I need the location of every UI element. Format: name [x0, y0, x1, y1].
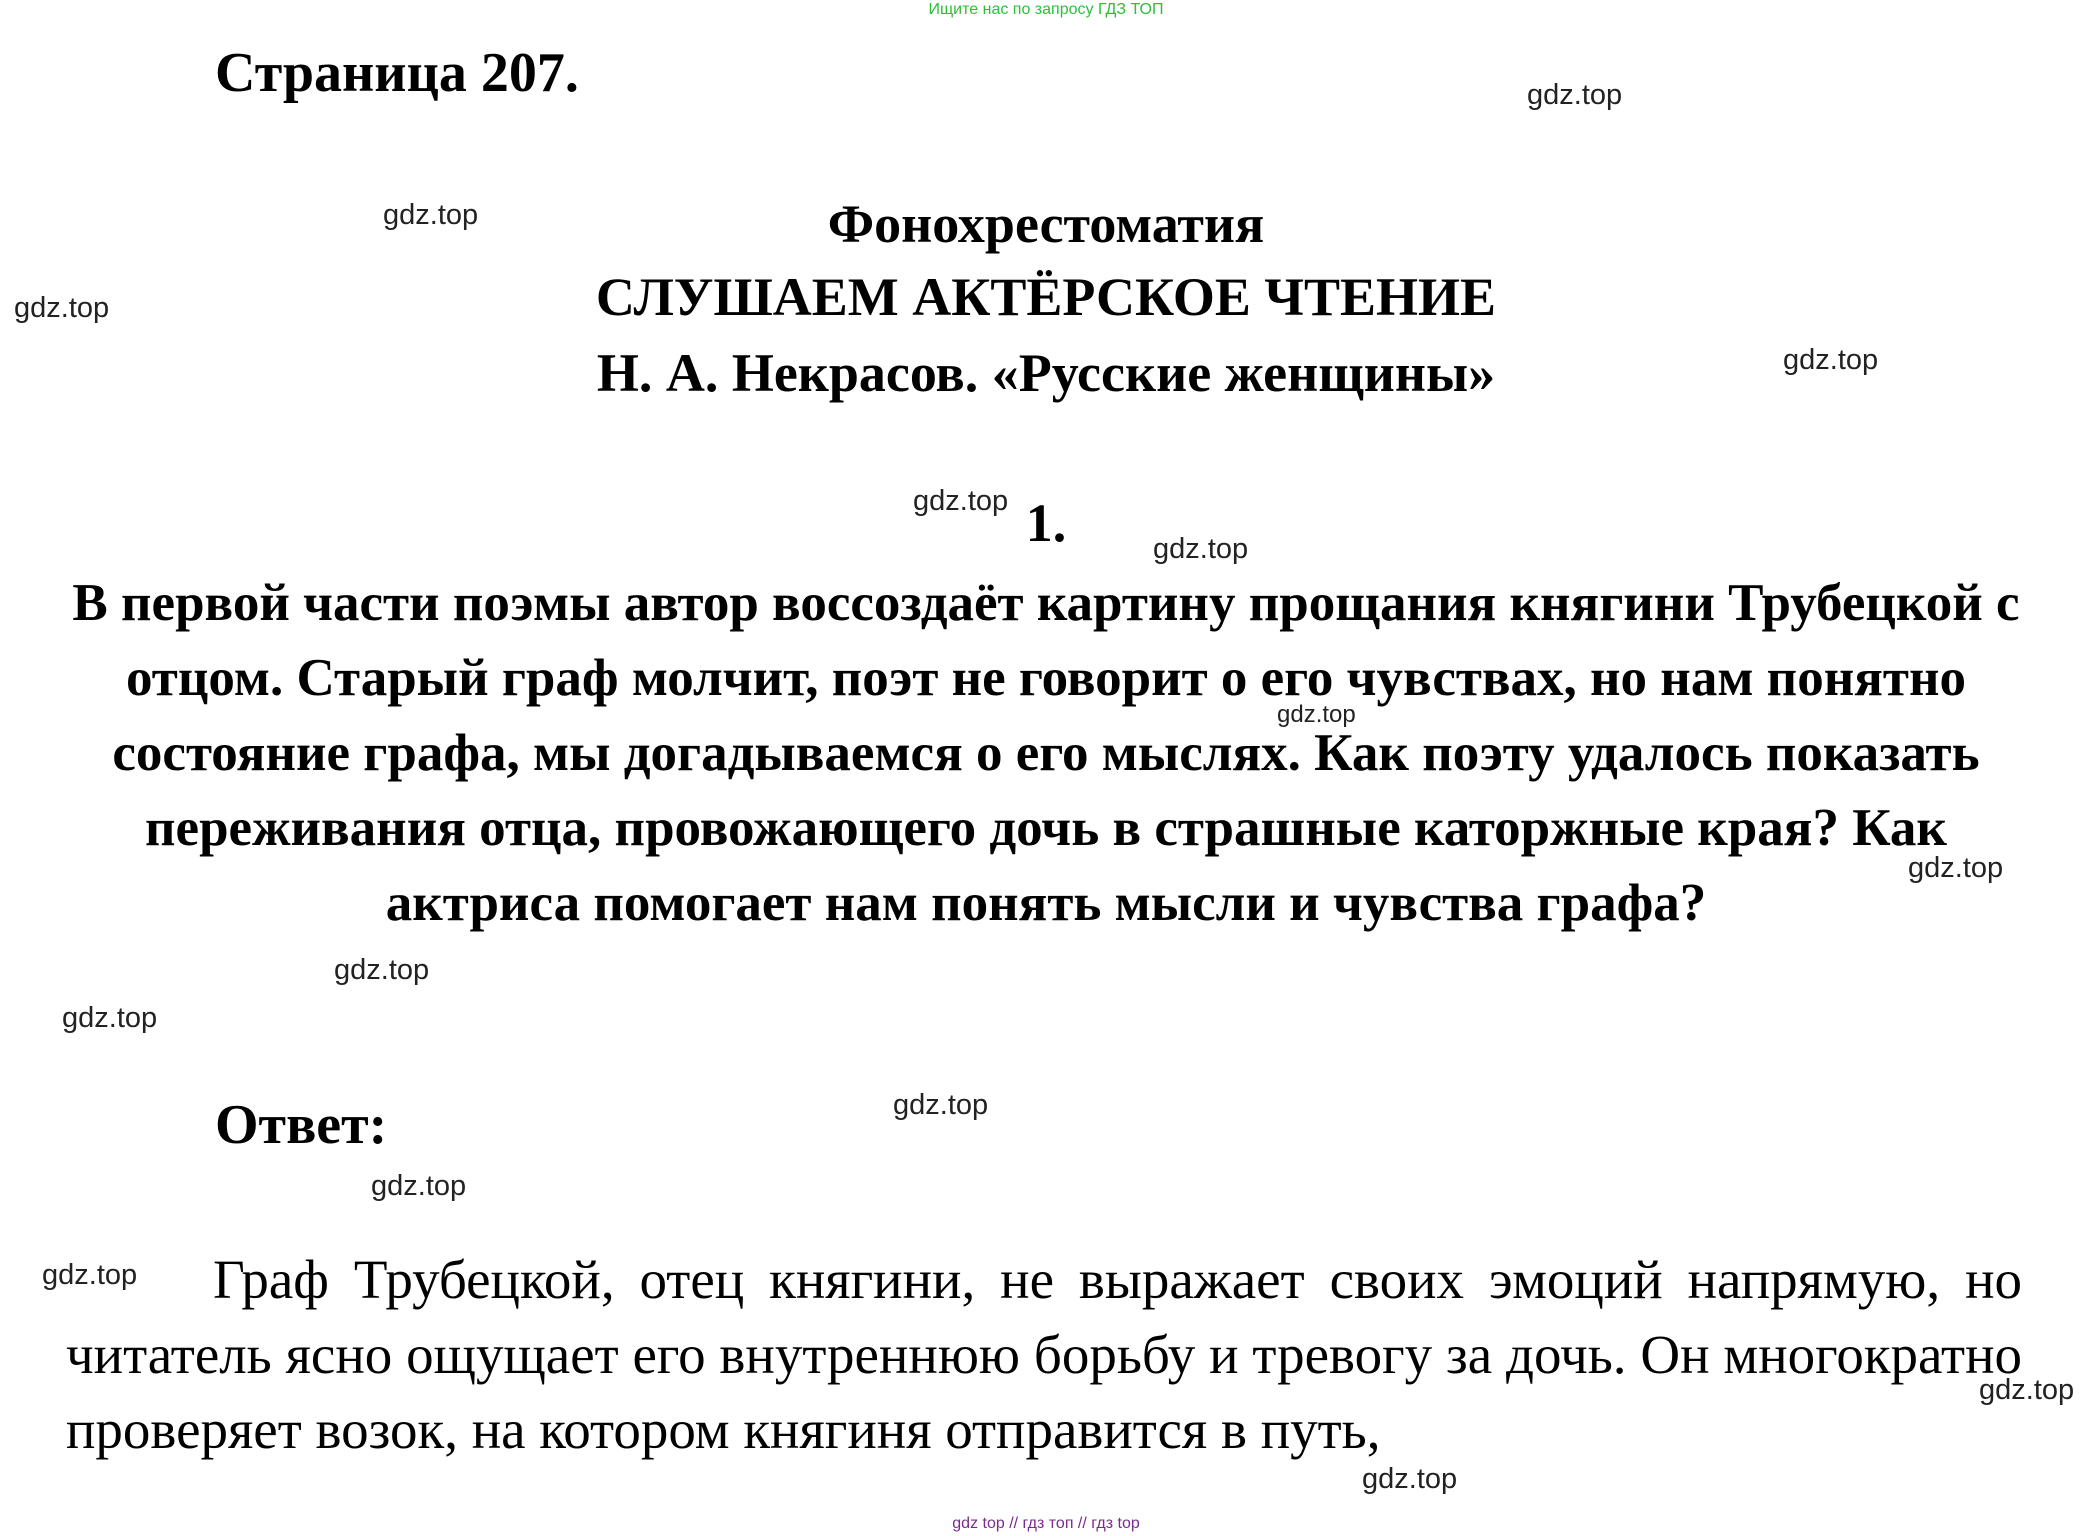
watermark: gdz.top [1362, 1463, 1458, 1495]
watermark: gdz.top [14, 292, 110, 324]
question-number: 1. [1025, 493, 1067, 553]
question-text: В первой части поэмы автор воссоздаёт картину прощания княгини Трубецкой с отцом. Старый граф молчит, поэт не говорит о его чувствах, но нам понятно состояние графа, мы догадываемся о его мыслях. Как поэту удалось показать переживания отца, провожающего дочь в страшные каторжные края? Как актриса помогает нам понять мысли и чувства графа? [72, 574, 2020, 932]
answer-text: Граф Трубецкой, отец княгини, не выражает своих эмоций напрямую, но читатель ясно ощущает его внутреннюю борьбу и тревогу за дочь. Он многократно проверяет возок, на котором княгиня отправится в путь, [66, 1249, 2022, 1460]
watermark: gdz.top [1277, 701, 1356, 728]
section-heading: Фонохрестоматия [827, 194, 1265, 254]
watermark: gdz.top [1527, 79, 1623, 111]
answer-label: Ответ: [215, 1094, 388, 1156]
watermark: gdz.top [383, 199, 479, 231]
footer-watermark: gdz top // гдз топ // гдз top [952, 1515, 1140, 1532]
watermark: gdz.top [42, 1259, 138, 1291]
watermark: gdz.top [371, 1170, 467, 1202]
watermark: gdz.top [1153, 533, 1249, 565]
section-subheading: СЛУШАЕМ АКТЁРСКОЕ ЧТЕНИЕ [595, 267, 1497, 327]
watermark: gdz.top [913, 485, 1009, 517]
watermark: gdz.top [62, 1002, 158, 1034]
work-title: Н. А. Некрасов. «Русские женщины» [596, 343, 1496, 403]
watermark: gdz.top [1783, 344, 1879, 376]
watermark: gdz.top [1979, 1374, 2075, 1406]
watermark: gdz.top [334, 954, 430, 986]
watermark: gdz.top [1908, 852, 2004, 884]
top-banner: Ищите нас по запросу ГДЗ ТОП [928, 1, 1164, 18]
watermark: gdz.top [893, 1089, 989, 1121]
page-title: Страница 207. [215, 42, 579, 104]
